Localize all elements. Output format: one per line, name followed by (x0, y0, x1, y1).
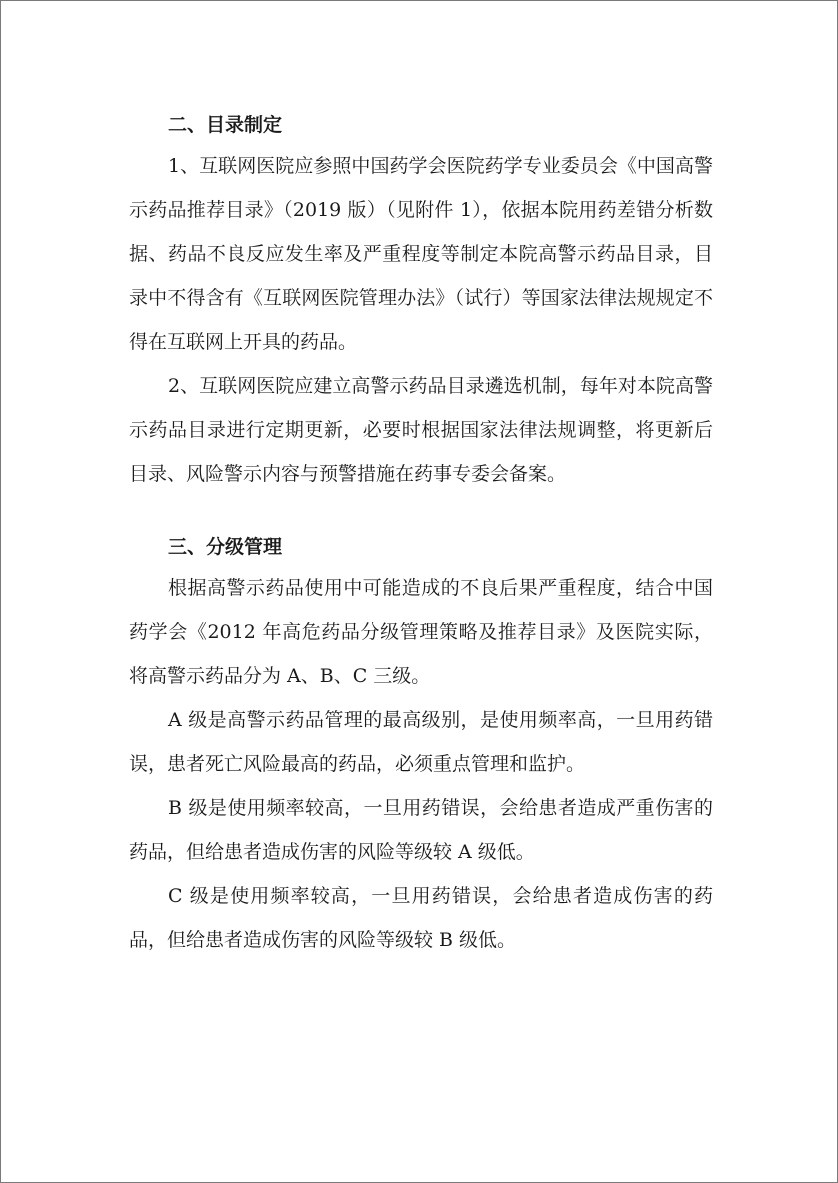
section-spacer (129, 496, 713, 528)
section-grading-management (129, 528, 713, 962)
paragraph: 根据高警示药品使用中可能造成的不良后果严重程度，结合中国药学会《2012 年高危药品分级管理策略及推荐目录》及医院实际，将高警示药品分为 A、B、C 三级。 (129, 577, 713, 687)
paragraph: 2、互联网医院应建立高警示药品目录遴选机制，每年对本院高警示药品目录进行定期更新，必要时根据国家法律法规调整，将更新后目录、风险警示内容与预警措施在药事专委会备案。 (129, 375, 713, 485)
section-catalog-formulation (129, 106, 713, 496)
paragraph: B 级是使用频率较高，一旦用药错误，会给患者造成严重伤害的药品，但给患者造成伤害的风险等级较 A 级低。 (129, 797, 713, 863)
section-heading: 三、分级管理 (168, 536, 283, 558)
paragraph: 1、互联网医院应参照中国药学会医院药学专业委员会《中国高警示药品推荐目录》（2019 版）（见附件 1），依据本院用药差错分析数据、药品不良反应发生率及严重程度等制定本院高警示药品目录，目录中不得含有《互联网医院管理办法》（试行）等国家法律法规规定不得在互联网上开具的药品。 (129, 155, 713, 353)
paragraph: C 级是使用频率较高，一旦用药错误，会给患者造成伤害的药品，但给患者造成伤害的风险等级较 B 级低。 (129, 885, 713, 951)
document-body (129, 106, 713, 962)
paragraph: A 级是高警示药品管理的最高级别，是使用频率高，一旦用药错误，患者死亡风险最高的药品，必须重点管理和监护。 (129, 709, 713, 775)
section-heading: 二、目录制定 (168, 114, 283, 136)
